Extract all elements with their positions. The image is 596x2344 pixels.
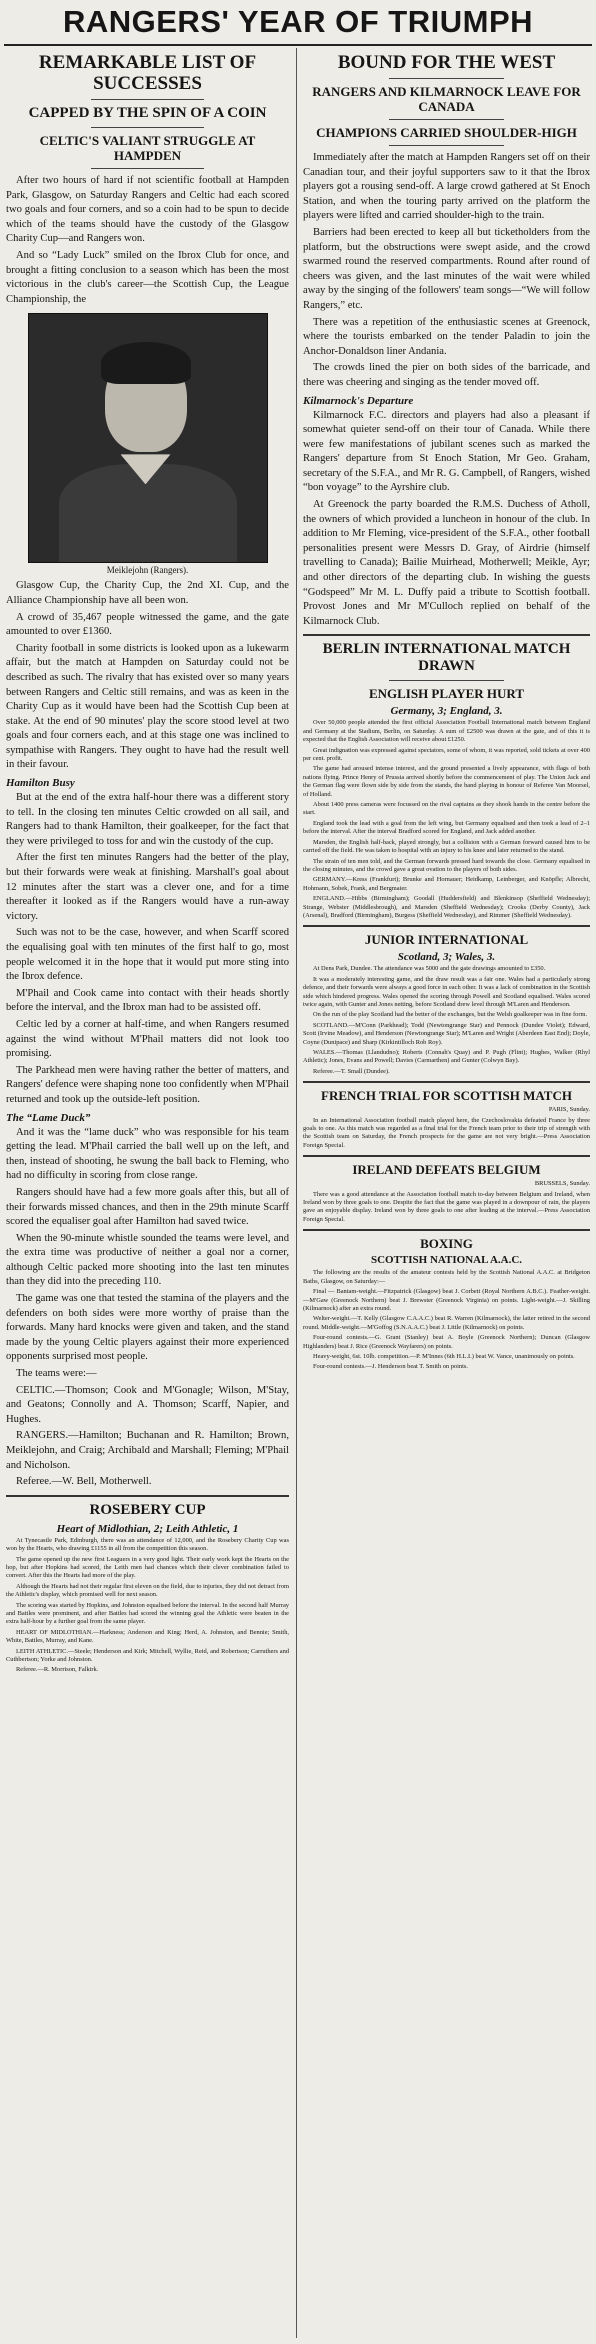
section-rule xyxy=(303,925,590,927)
paragraph: It was a moderately interesting game, and the draw result was a fair one. Wales had a particularly strong defence, and their forwards were always a good force in each other. It was a lack of combination in the Scottish side which hindered progress. Wales opened the scoring through Powell and Scotland equalised. Wales scored twice again, with Gunter and Jones netting, before Scotland drew level through M'Laren and Henderson. xyxy=(303,975,590,1008)
rosebery-score: Heart of Midlothian, 2; Leith Athletic, 1 xyxy=(56,1522,239,1535)
team-lineup: LEITH ATHLETIC.—Steele; Henderson and Kirk; Mitchell, Wyllie, Reid, and Robertson; Carruthers and Cuthbertson; Yorke and Johnston. xyxy=(6,1647,289,1664)
banner-rule xyxy=(4,44,592,46)
paragraph: There was a good attendance at the Association football match to-day between Belgium and Ireland, when Ireland won by three goals to one. Despite the fact that the game was played in a downpour of rain, the players gave an enjoyable display. Ireland won by three goals to one after leading at the interval.—Press Association Foreign Special. xyxy=(303,1190,590,1223)
paragraph: The game was one that tested the stamina of the players and the defenders on both sides were more worthy of praise than the forwards. Many hard knocks were given and taken, and the stand made by the young Celtic players against their more experienced opponents surprised most people. xyxy=(6,1293,289,1363)
paragraph: But at the end of the extra half-hour there was a different story to tell. In the closing ten minutes Celtic crowded on all sail, and Rangers had to thank Hamilton, their goalkeeper, for the fact that they were privileged to toss for and win the custody of the cup. xyxy=(6,792,289,847)
article-headline-successes: REMARKABLE LIST OF SUCCESSES xyxy=(38,52,257,94)
dateline: BRUSSELS, Sunday. xyxy=(534,1180,590,1188)
section-rule xyxy=(6,1495,289,1497)
paragraph: There was a repetition of the enthusiastic scenes at Greenock, where the tourists embarked on the tender Paladin to join the Anchor-Donaldson liner Andania. xyxy=(303,316,590,357)
paragraph: Rangers should have had a few more goals after this, but all of their forwards missed chances, and then in the 29th minute Scarff scored the equaliser goal after Hamilton had saved twice. xyxy=(6,1186,289,1228)
article-deck-hampden: CELTIC'S VALIANT STRUGGLE AT HAMPDEN xyxy=(39,133,256,163)
paragraph: Great indignation was expressed against spectators, some of whom, it was reported, sold tickets at over 400 per cent. profit. xyxy=(303,746,590,763)
team-lineup: SCOTLAND.—M'Conn (Parkhead); Todd (Newtongrange Star) and Pennock (Dundee Violet); Edward, Scott (Irvine Meadow), and Henderson (Newtongrange Star); M'Laren and Wright (Aberdeen East End); Doyle, Coyne (Dunipace) and Sharp (Kirkintilloch Rob Roy). xyxy=(303,1021,590,1046)
paragraph: The crowds lined the pier on both sides of the barricade, and there was cheering and singing as the tender moved off. xyxy=(303,362,590,388)
subheading-kilmarnock: Kilmarnock's Departure xyxy=(303,394,414,407)
subheading-lame-duck: The “Lame Duck” xyxy=(6,1111,91,1124)
paragraph: Welter-weight.—T. Kelly (Glasgow C.A.A.C.) beat R. Warren (Kilmarnock), the latter retired in the second round. Middle-weight.—M'Goffog (S.N.A.A.C.) beat J. Little (Kilmarnock) on points. xyxy=(303,1315,590,1331)
photo-caption: Meiklejohn (Rangers). xyxy=(106,565,189,576)
paragraph: At Greenock the party boarded the R.M.S. Duchess of Atholl, the owners of which provided a luncheon in honour of the club. In addition to Mr Fleming, vice-president of the S.F.A., other football personalities present were Messrs D. Gray, of Airdrie (himself travelling to Canada); Bailie Muirhead, Motherwell; Meikle, Ayr; and other directors of the departing club. In wishing the guests “Godspeed” Mr M. L. Duffy paid a tribute to Scottish football. Provost Jones and Mr M'Culloch replied on behalf of the Kilmarnock Club. xyxy=(303,499,590,627)
paragraph: Heavy-weight, 6st. 10lb. competition.—P. M'Innes (6th H.L.I.) beat W. Vance, unanimously on points. xyxy=(313,1352,575,1360)
paragraph: Kilmarnock F.C. directors and players had also a pleasant if somewhat quieter send-off on their tour of Canada. While there were few manifestations of jubilant scenes such as marked the Rangers' departure from St Enoch Station, Mr Geo. Graham, secretary of the S.F.A., and Mr R. G. Campbell, of Rangers, wished “bon voyage” to the Ayrshire club. xyxy=(303,409,590,494)
paragraph: In an International Association football match played here, the Czechoslovakia defeated France by three goals to one. As this match was regarded as a final trial for the French team prior to their trip of strength with the Scottish team on Saturday, the French prospects for the game are not very bright.—Press Association Foreign Special. xyxy=(303,1116,590,1149)
berlin-deck: ENGLISH PLAYER HURT xyxy=(368,686,525,702)
section-headline-ireland: IRELAND DEFEATS BELGIUM xyxy=(352,1162,541,1178)
ireland-body xyxy=(303,1180,590,1224)
paragraph: The game had aroused intense interest, and the ground presented a lively appearance, with flags of both nations flying. Prince Henry of Prussia arrived shortly before the commencement of play. The Union Jack and the German flag were flown side by side from the stands, the band playing in honour of Referee Van Moorsel, of Holland. xyxy=(303,765,590,798)
berlin-score: Germany, 3; England, 3. xyxy=(390,705,503,718)
section-rule xyxy=(303,1229,590,1231)
section-headline-rosebery: ROSEBERY CUP xyxy=(89,1501,206,1518)
divider xyxy=(91,168,204,169)
left-column xyxy=(6,48,289,2338)
paragraph: Celtic led by a corner at half-time, and when Rangers resumed against the wind without M'Phail matters did not look too promising. xyxy=(6,1018,289,1060)
paragraph: After two hours of hard if not scientific football at Hampden Park, Glasgow, on Saturday Rangers and Celtic had each scored two goals and four corners, and so a coin had to be spun to decide which of the teams should have the custody of the Glasgow Charity Cup—and Rangers won. xyxy=(6,175,289,245)
paragraph: Marsden, the English half-back, played strongly, but a collision with a German forward caused him to be carried off the field. He was taken to hospital with an injury to his knee and later returned to the stand. xyxy=(303,838,590,855)
paragraph: Glasgow Cup, the Charity Cup, the 2nd XI. Cup, and the Alliance Championship have all been won. xyxy=(6,580,289,606)
section-headline-french: FRENCH TRIAL FOR SCOTTISH MATCH xyxy=(321,1088,572,1104)
paragraph: Although the Hearts had not their regular first eleven on the field, due to injuries, they did not detract from the Athletic's display, which promised well for next season. xyxy=(6,1582,289,1599)
section-rule xyxy=(303,1081,590,1083)
article-body-tour xyxy=(303,151,590,391)
boxing-body xyxy=(303,1269,590,1371)
article-body-3 xyxy=(6,1126,289,1490)
team-lineup: CELTIC.—Thomson; Cook and M'Gonagle; Wilson, M'Stay, and Geatons; Connolly and A. Thomson; Scarff, Napier, and Hughes. xyxy=(6,1384,289,1425)
french-body xyxy=(303,1106,590,1150)
junior-body xyxy=(303,965,590,1076)
divider xyxy=(91,99,204,100)
page-banner-headline: RANGERS' YEAR OF TRIUMPH xyxy=(62,4,534,39)
team-lineup: HEART OF MIDLOTHIAN.—Harkness; Anderson and King; Herd, A. Johnston, and Bennie; Smith, White, Battles, Murray, and Kane. xyxy=(6,1628,289,1645)
paragraph: The scoring was started by Hopkins, and Johnston equalised before the interval. In the second half Murray and Battles were prominent, and after Battles had scored the winning goal the Athletic were beaten in the extra half-hour by a further goal from the same player. xyxy=(6,1601,289,1626)
paragraph: A crowd of 35,467 people witnessed the game, and the gate amounted to over £1360. xyxy=(6,611,289,638)
paragraph: At Dens Park, Dundee. The attendance was 5000 and the gate drawings amounted to £350. xyxy=(313,965,546,973)
paragraph: And it was the “lame duck” who was responsible for his team getting the lead. M'Phail carried the ball well up on the left, and then, instead of shooting, he swung the ball back to Fleming, who had no difficulty in scoring from close range. xyxy=(6,1126,289,1182)
article-headline-west: BOUND FOR THE WEST xyxy=(337,52,556,73)
referee-line: Referee.—T. Small (Dundee). xyxy=(313,1067,390,1075)
column-divider xyxy=(296,48,297,2338)
boxing-subheading: SCOTTISH NATIONAL A.A.C. xyxy=(370,1254,523,1267)
section-headline-junior: JUNIOR INTERNATIONAL xyxy=(364,932,529,948)
divider xyxy=(91,127,204,128)
paragraph: And so “Lady Luck” smiled on the Ibrox Club for once, and brought a fitting conclusion to a season which has been the most victorious in the club's career—the Scottish Cup, the League Championship, the xyxy=(6,249,289,305)
section-rule xyxy=(303,634,590,636)
paragraph: After the first ten minutes Rangers had the better of the play, but their forwards were weak at finishing. Marshall's goal about 12 minutes after the start was a clever one, and for a time thereafter it looked as if the Rangers would have a run-away victory. xyxy=(6,852,289,922)
team-lineup: WALES.—Thomas (Llandudno); Roberts (Connah's Quay) and P. Pugh (Flint); Hughes, Walker (Rhyl Athletic); Jones, Evans and Powell; Davies (Carmarthen) and Gunter (Colwyn Bay). xyxy=(303,1049,590,1065)
paragraph: Such was not to be the case, however, and when Scarff scored the equalising goal with ten minutes of the first half to go, most people welcomed it in the hope that it would put more sting into the Ibrox defence. xyxy=(6,927,289,983)
referee-line: Referee.—R. Morrison, Falkirk. xyxy=(16,1666,99,1674)
paragraph: The Parkhead men were having rather the better of matters, and Rangers' defence were shaping none too confidently when M'Phail returned and took up the outside-left position. xyxy=(6,1064,289,1105)
article-body-2 xyxy=(6,791,289,1107)
subheading-hamilton-busy: Hamilton Busy xyxy=(6,777,75,790)
section-headline-berlin: BERLIN INTERNATIONAL MATCH DRAWN xyxy=(322,641,571,675)
paragraph: M'Phail and Cook came into contact with their heads shortly before the interval, and the Ibrox man had to be assisted off. xyxy=(6,987,289,1014)
divider xyxy=(389,680,504,681)
team-lineup: RANGERS.—Hamilton; Buchanan and R. Hamilton; Brown, Meiklejohn, and Craig; Archibald and Marshall; Fleming; M'Phail and Nicholson. xyxy=(6,1430,289,1471)
dateline: PARIS, Sunday. xyxy=(548,1106,590,1114)
article-body-kilmarnock xyxy=(303,409,590,630)
paragraph: Immediately after the match at Hampden Rangers set off on their Canadian tour, and their joyful supporters saw to it that the Ibrox players got a rousing send-off. A large crowd gathered at St Enoch Station, and when the touring party arrived on the platform the players were lifted and carried shoulder-high to the train. xyxy=(303,152,590,222)
paragraph: The strain of ten men told, and the German forwards pressed hard towards the close. Germany equalised in the closing minutes, and the crowd gave a great ovation to the players of both sides. xyxy=(303,857,590,873)
article-deck-canada: RANGERS AND KILMARNOCK LEAVE FOR CANADA xyxy=(312,84,581,114)
paragraph: England took the lead with a goal from the left wing, but Germany equalised and then took a lead of 2–1 before the interval. After the interval Bradford scored for England, and Jack added another. xyxy=(303,819,590,836)
article-body xyxy=(6,579,289,773)
article-deck-coin: CAPPED BY THE SPIN OF A COIN xyxy=(28,105,267,121)
divider xyxy=(389,119,504,120)
right-column xyxy=(303,48,590,2338)
paragraph: The teams were:— xyxy=(16,1368,97,1380)
paragraph: On the run of the play Scotland had the better of the exchanges, but the Welsh goalkeeper was in fine form. xyxy=(313,1011,588,1019)
paragraph: The game opened up the new first Leaguers in a very good light. Their early work kept the Hearts on the hop, but after Hopkins had scored, the Leith men had chances which their clever combination failed to convert. After this the Hearts had more of the play. xyxy=(6,1555,289,1580)
divider xyxy=(389,78,504,79)
section-headline-boxing: BOXING xyxy=(420,1236,473,1252)
paragraph: At Tynecastle Park, Edinburgh, there was an attendance of 12,000, and the Rosebery Charity Cup was won by the Hearts, who drawing £1155 in all from the competition this season. xyxy=(6,1536,289,1553)
referee-line: Referee.—W. Bell, Motherwell. xyxy=(16,1476,152,1488)
paragraph: Charity football in some districts is looked upon as a lukewarm affair, but the match at Hampden on Saturday could not be described as such. The rivalry that has existed over so many years between Rangers and Celtic still remains, and was as keen in the Charity Cup as it would have been had the Scottish Cup been at stake. At the end of 90 minutes' play the score stood level at two goals and four corners each, and at this stage one was inclined to sympathise with Rangers. They ought to have had the result well in their favour. xyxy=(6,642,289,771)
paragraph: Over 50,000 people attended the first official Association Football International match between England and Germany at the Stadium, Berlin, on Saturday. A sum of £2500 was drawn at the gate, and of this it is expected that the English Association will receive about £1250. xyxy=(303,719,590,744)
paragraph: Final — Bantam-weight.—Fitzpatrick (Glasgow) beat J. Corbett (Royal Northern A.B.C.). Feather-weight.—M'Gaw (Greenock Northern) beat J. Brewster (Greenock Virginia) on points. Light-weight.—J. Skilling (Kilmarnock) after an extra round. xyxy=(303,1288,590,1312)
team-lineup: ENGLAND.—Hibbs (Birmingham); Goodall (Huddersfield) and Blenkinsop (Sheffield Wednesday); Strange, Webster (Middlesbrough), and Marsden (Sheffield Wednesday); Crooks (Derby County), Jack (Arsenal), Bradford (Birmingham), Burgess (Sheffield Wednesday), and Rimmer (Sheffield Wednesday). xyxy=(303,895,590,919)
berlin-body xyxy=(303,719,590,920)
junior-score: Scotland, 3; Wales, 3. xyxy=(397,951,496,964)
article-intro xyxy=(6,174,289,307)
player-portrait-photo xyxy=(28,313,268,563)
divider xyxy=(389,145,504,146)
paragraph: The following are the results of the amateur contests held by the Scottish National A.A.C. at Bridgeton Baths, Glasgow, on Saturday:— xyxy=(303,1269,590,1285)
paragraph: About 1400 press cameras were focussed on the rival captains as they shook hands in the centre before the start. xyxy=(303,801,590,817)
rosebery-body xyxy=(6,1537,289,1675)
section-rule xyxy=(303,1155,590,1157)
paragraph: Four-round contests.—G. Grant (Stanley) beat A. Boyle (Greenock Northern); Duncan (Glasgow Highlanders) beat J. Rice (Greenock Wayfarers) on points. xyxy=(303,1334,590,1350)
article-deck-shoulder-high: CHAMPIONS CARRIED SHOULDER-HIGH xyxy=(316,125,577,140)
team-lineup: GERMANY.—Kress (Frankfurt); Brunke and Hornauer; Heidkamp, Leinberger, and Knöpfle; Albrecht, Hohmann, Sobek, Frank, and Bergmaier. xyxy=(303,876,590,892)
paragraph: Barriers had been erected to keep all but ticketholders from the platform, but the obstructions were swept aside, and the crowd swarmed round the reserved compartments. Round after round of cheers was given, and the last minutes of the wait were whiled away by the singing of the followers' team songs—“We will follow Rangers,” etc. xyxy=(303,226,590,311)
paragraph: When the 90-minute whistle sounded the teams were level, and the extra time was productive of neither a goal nor a corner, although Celtic packed more shooting into the last ten minutes than they did into the preceding 110. xyxy=(6,1232,289,1288)
paragraph: Four-round contests.—J. Henderson beat T. Smith on points. xyxy=(313,1363,468,1371)
